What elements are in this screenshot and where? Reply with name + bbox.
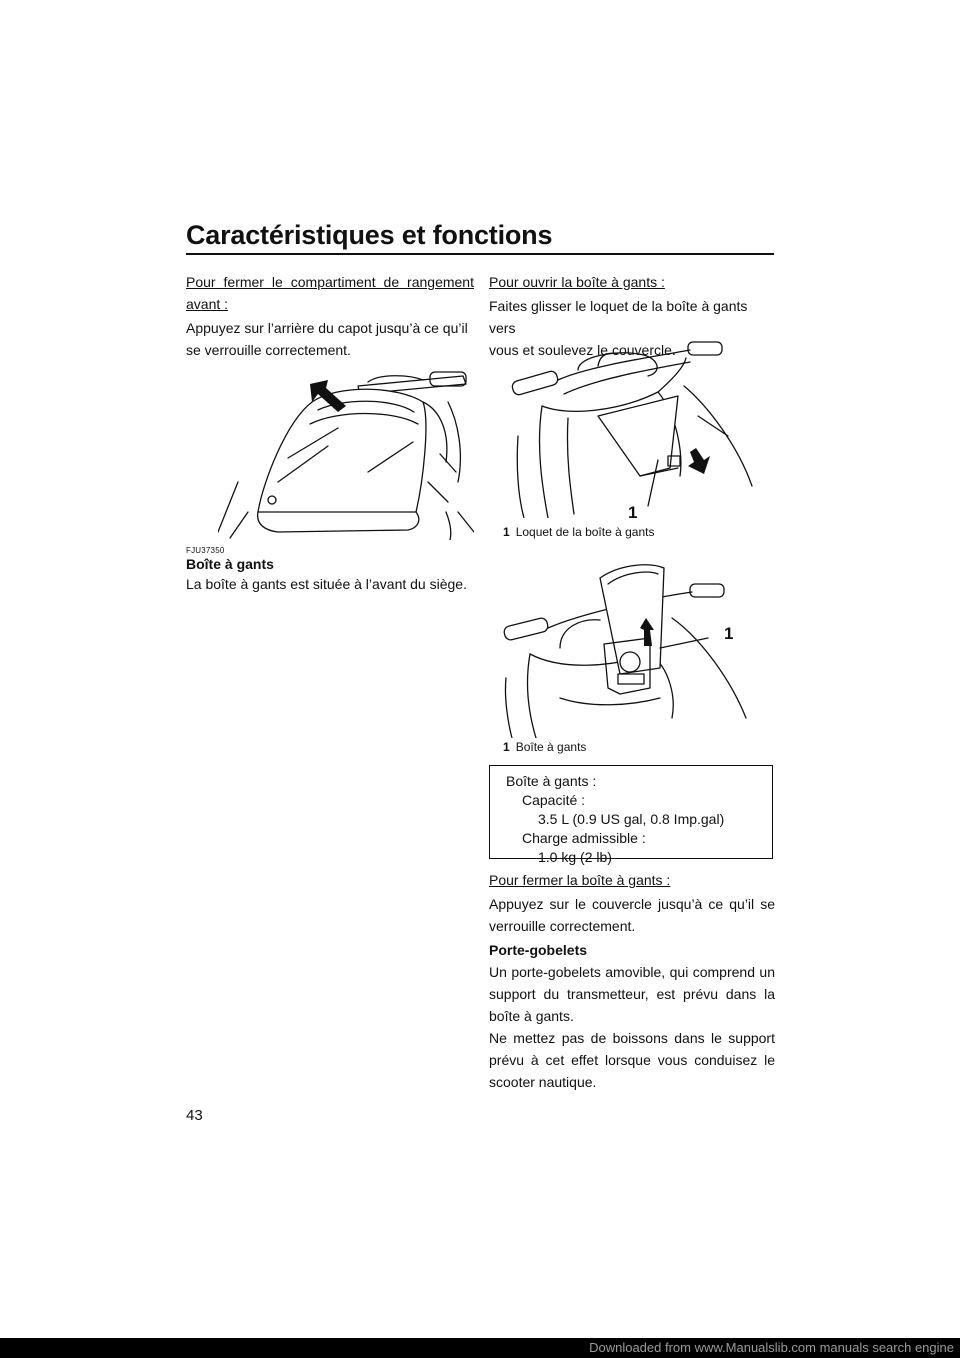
open-glovebox-illustration [500, 558, 750, 738]
cupholder-line-5: prévu à cet effet lorsque vous conduisez le [489, 1052, 775, 1068]
spec-load-label: Charge admissible : [522, 830, 646, 846]
close-front-heading-1: Pour fermer le compartiment de rangement [186, 274, 474, 290]
glovebox-body [186, 573, 476, 595]
glovebox-heading: Boîte à gants [186, 556, 274, 572]
close-front-heading-2: avant : [186, 296, 229, 312]
close-section [489, 869, 775, 1093]
cupholder-line-4: Ne mettez pas de boissons dans le support [489, 1030, 775, 1046]
hood-closing-illustration [218, 362, 474, 540]
spec-box [489, 765, 773, 865]
figure2-caption [503, 740, 586, 754]
page-title: Caractéristiques et fonctions [186, 220, 553, 250]
cupholder-line-3: boîte à gants. [489, 1008, 574, 1024]
glovebox-body-text: La boîte à gants est située à l’avant du siège. [186, 576, 467, 592]
close-body-2: verrouille correctement. [489, 918, 636, 934]
figure2-caption-num: 1 [503, 740, 510, 754]
open-body-1: Faites glisser le loquet de la boîte à gants vers [489, 298, 748, 336]
figure2-callout: 1 [724, 624, 734, 643]
open-heading: Pour ouvrir la boîte à gants : [489, 274, 665, 290]
spec-capacity-value: 3.5 L (0.9 US gal, 0.8 Imp.gal) [538, 811, 725, 827]
document-code: FJU37350 [186, 546, 225, 555]
title-rule [186, 253, 774, 255]
close-front-body-1: Appuyez sur l’arrière du capot jusqu’à ce qu’il [186, 320, 468, 336]
cupholder-heading: Porte-gobelets [489, 942, 588, 958]
cupholder-line-1: Un porte-gobelets amovible, qui comprend un [489, 964, 775, 980]
close-heading: Pour fermer la boîte à gants : [489, 872, 671, 888]
footer-bar [0, 1338, 960, 1358]
figure1-caption-text: Loquet de la boîte à gants [515, 525, 655, 539]
figure1-caption-num: 1 [503, 525, 510, 539]
figure1-caption [503, 525, 654, 539]
cupholder-line-6: scooter nautique. [489, 1074, 597, 1090]
close-front-body-2: se verrouille correctement. [186, 342, 351, 358]
close-front-section [186, 271, 474, 361]
open-body-2: vous et soulevez le couvercle. [489, 342, 676, 358]
spec-load-value: 1.0 kg (2 lb) [538, 849, 612, 865]
spec-capacity-label: Capacité : [522, 792, 586, 808]
latch-illustration [508, 336, 754, 518]
close-body-1: Appuyez sur le couvercle jusqu’à ce qu’il se [489, 896, 775, 912]
figure2-caption-text: Boîte à gants [515, 740, 587, 754]
figure1-callout: 1 [628, 503, 638, 522]
page-number: 43 [186, 1107, 203, 1124]
spec-label: Boîte à gants : [506, 773, 597, 789]
cupholder-line-2: support du transmetteur, est prévu dans la [489, 986, 775, 1002]
footer-watermark[interactable]: Downloaded from www.Manualslib.com manuals search engine [589, 1340, 954, 1355]
